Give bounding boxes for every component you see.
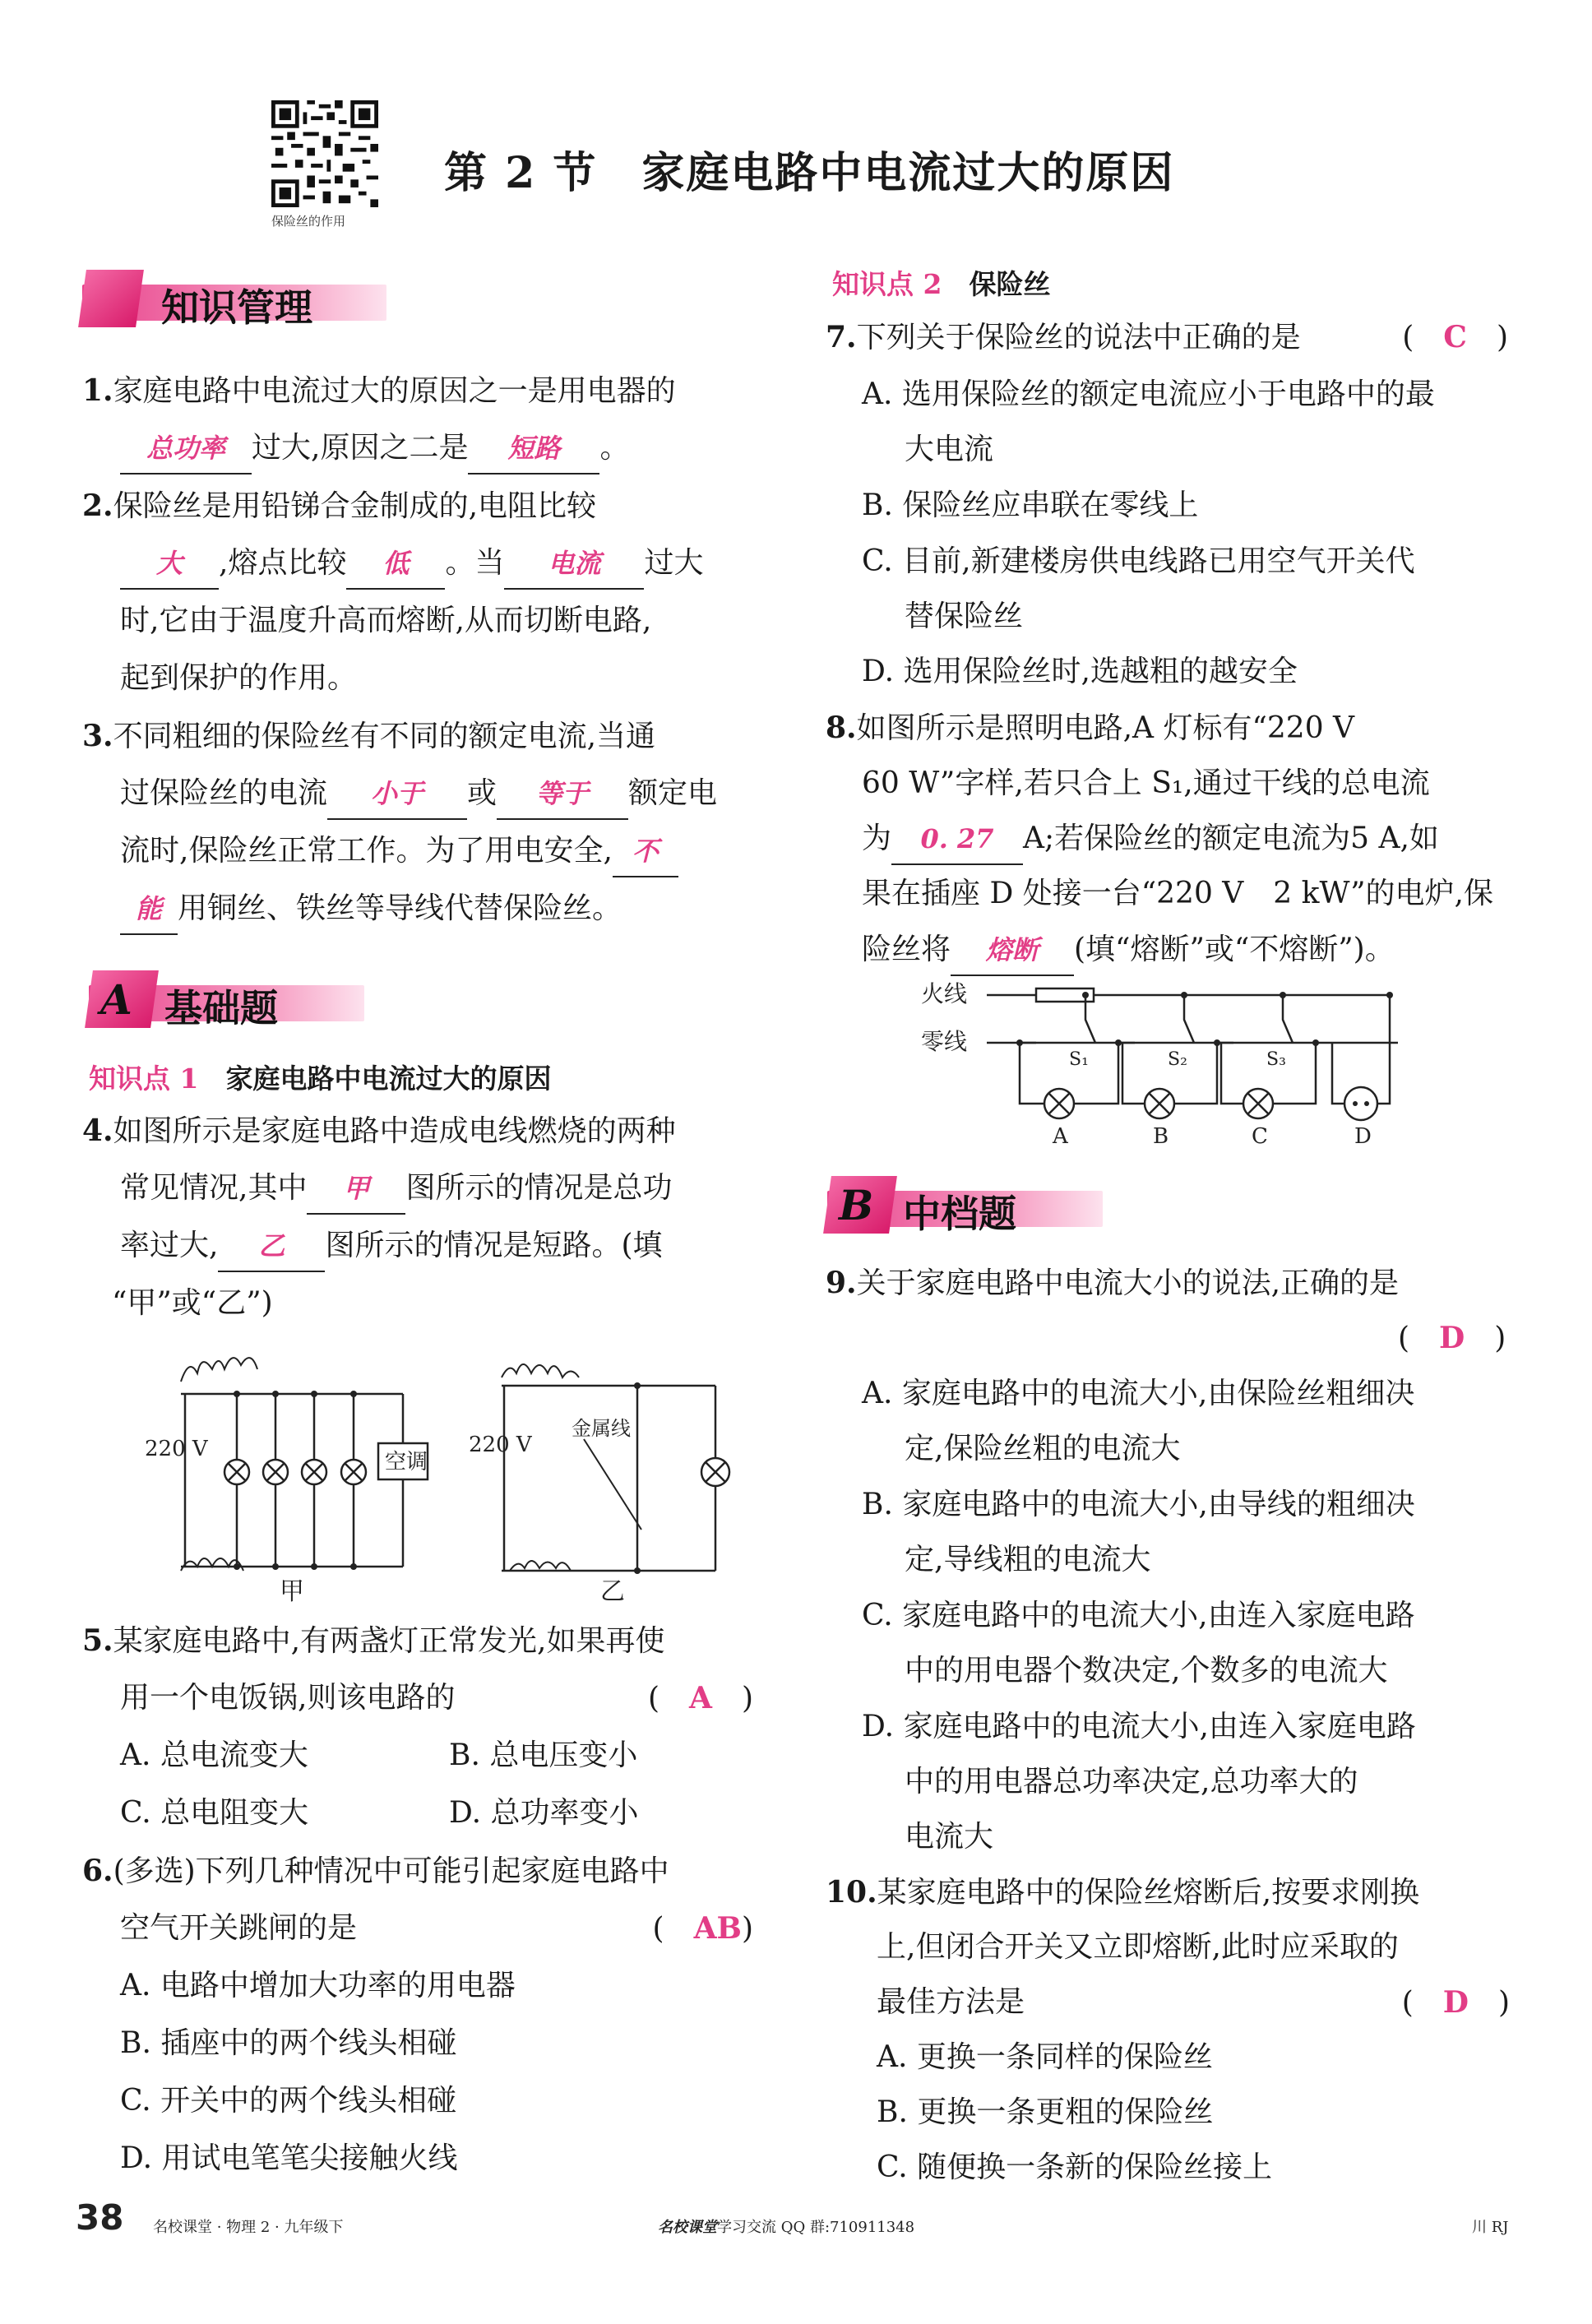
- option-b: B. 家庭电路中的电流大小,由导线的粗细决: [862, 1488, 1415, 1521]
- lamp-b-label: B: [1153, 1124, 1169, 1149]
- answer-choice: C: [1443, 320, 1467, 354]
- question-2-line4: 起到保护的作用。: [120, 661, 358, 695]
- question-2: 2.保险丝是用铅锑合金制成的,电阻比较: [82, 488, 597, 523]
- answer-blank: 能: [120, 884, 178, 935]
- option-d: D. 总功率变小: [449, 1796, 639, 1830]
- knowledge-point-1: 知识点 1 家庭电路中电流过大的原因: [89, 1062, 552, 1095]
- figure-label-jia: 甲: [280, 1577, 304, 1604]
- socket-icon: [1344, 1087, 1377, 1120]
- question-3: 3.不同粗细的保险丝有不同的额定电流,当通: [82, 719, 656, 753]
- answer-blank: 大: [120, 539, 219, 590]
- section-knowledge: [82, 270, 395, 331]
- section-knowledge-label: 知识管理: [161, 285, 312, 330]
- voltage-label: 220 V: [469, 1433, 532, 1457]
- question-3-line2: 过保险丝的电流 小于 或 等于 额定电: [120, 765, 717, 822]
- metal-wire-label: 金属线: [572, 1417, 631, 1440]
- answer-blank: 等于: [497, 769, 628, 820]
- question-8: 8.如图所示是照明电路,A 灯标有“220 V: [826, 711, 1355, 745]
- question-8-line2: 60 W”字样,若只合上 S₁,通过干线的总电流: [862, 766, 1430, 800]
- question-2-line2: 大 ,熔点比较 低 。当 电流 过大: [120, 535, 703, 592]
- question-8-line3: 为 0. 27 A;若保险丝的额定电流为5 A,如: [862, 810, 1439, 868]
- footer-book: 名校课堂 · 物理 2 · 九年级下: [153, 2219, 344, 2236]
- live-wire-label: 火线: [921, 980, 968, 1007]
- footer-edition: 川 RJ: [1472, 2219, 1509, 2236]
- socket-d-label: D: [1354, 1124, 1372, 1149]
- voltage-label: 220 V: [145, 1437, 208, 1461]
- lamp-a-label: A: [1053, 1124, 1068, 1149]
- option-d: D. 选用保险丝时,选越粗的越安全: [862, 655, 1298, 688]
- question-6: 6.(多选)下列几种情况中可能引起家庭电路中: [82, 1854, 669, 1888]
- option-a: A. 总电流变大: [120, 1738, 308, 1772]
- answer-blank: 0. 27: [891, 814, 1023, 865]
- question-8-line4: 果在插座 D 处接一台“220 V 2 kW”的电炉,保: [862, 877, 1493, 910]
- option-a: A. 选用保险丝的额定电流应小于电路中的最: [862, 377, 1435, 411]
- answer-blank: 不: [613, 826, 678, 877]
- question-6-line2: 空气开关跳闸的是 ( AB): [120, 1911, 753, 1946]
- answer-blank: 电流: [504, 539, 644, 590]
- option-a: A. 家庭电路中的电流大小,由保险丝粗细决: [862, 1377, 1415, 1410]
- answer-blank: 小于: [327, 769, 467, 820]
- flame-icon: [181, 1558, 243, 1571]
- answer-blank: 乙: [218, 1221, 325, 1272]
- switch-s3-label: S₃: [1266, 1049, 1286, 1070]
- option-c: C. 家庭电路中的电流大小,由连入家庭电路: [862, 1599, 1415, 1632]
- answer-choice: D: [1442, 1985, 1469, 2020]
- section-medium-letter: B: [839, 1181, 874, 1229]
- ac-label: 空调: [385, 1450, 428, 1474]
- qr-caption: 保险丝的作用: [271, 214, 346, 229]
- question-10-line2: 上,但闭合开关又立即熔断,此时应采取的: [877, 1930, 1399, 1964]
- question-10-line3: 最佳方法是 ( D ): [877, 1985, 1510, 2020]
- answer-blank: 总功率: [120, 424, 252, 475]
- answer-blank: 熔断: [951, 925, 1074, 976]
- option-a-cont: 定,保险丝粗的电流大: [905, 1432, 1181, 1465]
- answer-choice: D: [1439, 1321, 1465, 1355]
- answer-choice: A: [689, 1681, 712, 1715]
- option-a-cont: 大电流: [905, 433, 994, 466]
- switch-s2-label: S₂: [1168, 1049, 1187, 1070]
- figure-label-yi: 乙: [600, 1577, 625, 1604]
- section-basic: [89, 970, 368, 1031]
- section-medium: [827, 1176, 1107, 1237]
- footer-qq: 名校课堂学习交流 QQ 群:710911348: [658, 2219, 915, 2236]
- knowledge-point-2: 知识点 2 保险丝: [832, 268, 1051, 300]
- option-b: B. 保险丝应串联在零线上: [862, 488, 1199, 522]
- question-7: 7.下列关于保险丝的说法中正确的是 ( C ): [826, 320, 1508, 354]
- question-9-answer: ( D ): [1398, 1321, 1506, 1355]
- question-3-line4: 能 用铜丝、铁丝等导线代替保险丝。: [120, 880, 622, 937]
- option-c: C. 随便换一条新的保险丝接上: [877, 2150, 1273, 2184]
- option-c: C. 目前,新建楼房供电线路已用空气开关代: [862, 544, 1415, 578]
- option-d: D. 家庭电路中的电流大小,由连入家庭电路: [862, 1710, 1416, 1743]
- option-a: A. 更换一条同样的保险丝: [877, 2040, 1213, 2074]
- option-c: C. 开关中的两个线头相碰: [120, 2084, 457, 2118]
- switch-s1-label: S₁: [1069, 1049, 1089, 1070]
- question-4-line3: 率过大, 乙 图所示的情况是短路。(填: [120, 1217, 663, 1275]
- question-3-line3: 流时,保险丝正常工作。为了用电安全, 不: [120, 822, 678, 880]
- question-8-line5: 险丝将 熔断 (填“熔断”或“不熔断”)。: [862, 921, 1395, 979]
- option-d-cont2: 电流大: [905, 1820, 994, 1854]
- answer-blank: 甲: [307, 1164, 405, 1215]
- question-4-line2: 常见情况,其中 甲 图所示的情况是总功: [120, 1160, 672, 1217]
- option-a: A. 电路中增加大功率的用电器: [120, 1969, 516, 2002]
- question-5-line2: 用一个电饭锅,则该电路的 ( A ): [120, 1681, 753, 1715]
- question-5: 5.某家庭电路中,有两盏灯正常发光,如果再使: [82, 1623, 665, 1658]
- option-c-cont: 替保险丝: [905, 600, 1024, 633]
- section-basic-letter: A: [100, 975, 132, 1024]
- option-b-cont: 定,导线粗的电流大: [905, 1543, 1151, 1576]
- section-medium-label: 中档题: [903, 1192, 1016, 1236]
- option-c-cont: 中的用电器个数决定,个数多的电流大: [905, 1654, 1388, 1687]
- option-d-cont: 中的用电器总功率决定,总功率大的: [905, 1765, 1358, 1799]
- lamp-c-label: C: [1252, 1124, 1268, 1149]
- question-1-line2: 总功率 过大,原因之二是 短路 。: [120, 419, 629, 477]
- page-title: 第 2 节 家庭电路中电流过大的原因: [444, 148, 1175, 198]
- answer-blank: 短路: [468, 424, 599, 475]
- option-b: B. 总电压变小: [449, 1738, 638, 1772]
- option-c: C. 总电阻变大: [120, 1796, 309, 1830]
- option-b: B. 插座中的两个线头相碰: [120, 2026, 457, 2060]
- question-4: 4.如图所示是家庭电路中造成电线燃烧的两种: [82, 1113, 676, 1148]
- circuit-diagram-q8: [913, 970, 1423, 1151]
- option-b: B. 更换一条更粗的保险丝: [877, 2095, 1214, 2129]
- answer-choice: AB: [693, 1911, 742, 1946]
- footer-brand: 名校课堂: [658, 2219, 717, 2236]
- question-1: 1.家庭电路中电流过大的原因之一是用电器的: [82, 373, 676, 408]
- neutral-wire-label: 零线: [921, 1028, 968, 1055]
- flame-icon: [510, 1561, 571, 1571]
- flame-icon: [181, 1358, 257, 1382]
- section-basic-label: 基础题: [164, 986, 278, 1030]
- option-d: D. 用试电笔笔尖接触火线: [120, 2141, 458, 2175]
- question-2-line3: 时,它由于温度升高而熔断,从而切断电路,: [120, 604, 652, 637]
- page-number: 38: [76, 2197, 124, 2238]
- question-9: 9.关于家庭电路中电流大小的说法,正确的是: [826, 1266, 1400, 1300]
- flame-icon: [502, 1364, 579, 1377]
- answer-blank: 低: [346, 539, 445, 590]
- qr-code-icon: [270, 100, 380, 207]
- question-4-line4: “甲”或“乙”): [112, 1286, 273, 1320]
- question-10: 10.某家庭电路中的保险丝熔断后,按要求刚换: [826, 1875, 1420, 1910]
- circuit-diagram-q4: [140, 1332, 757, 1604]
